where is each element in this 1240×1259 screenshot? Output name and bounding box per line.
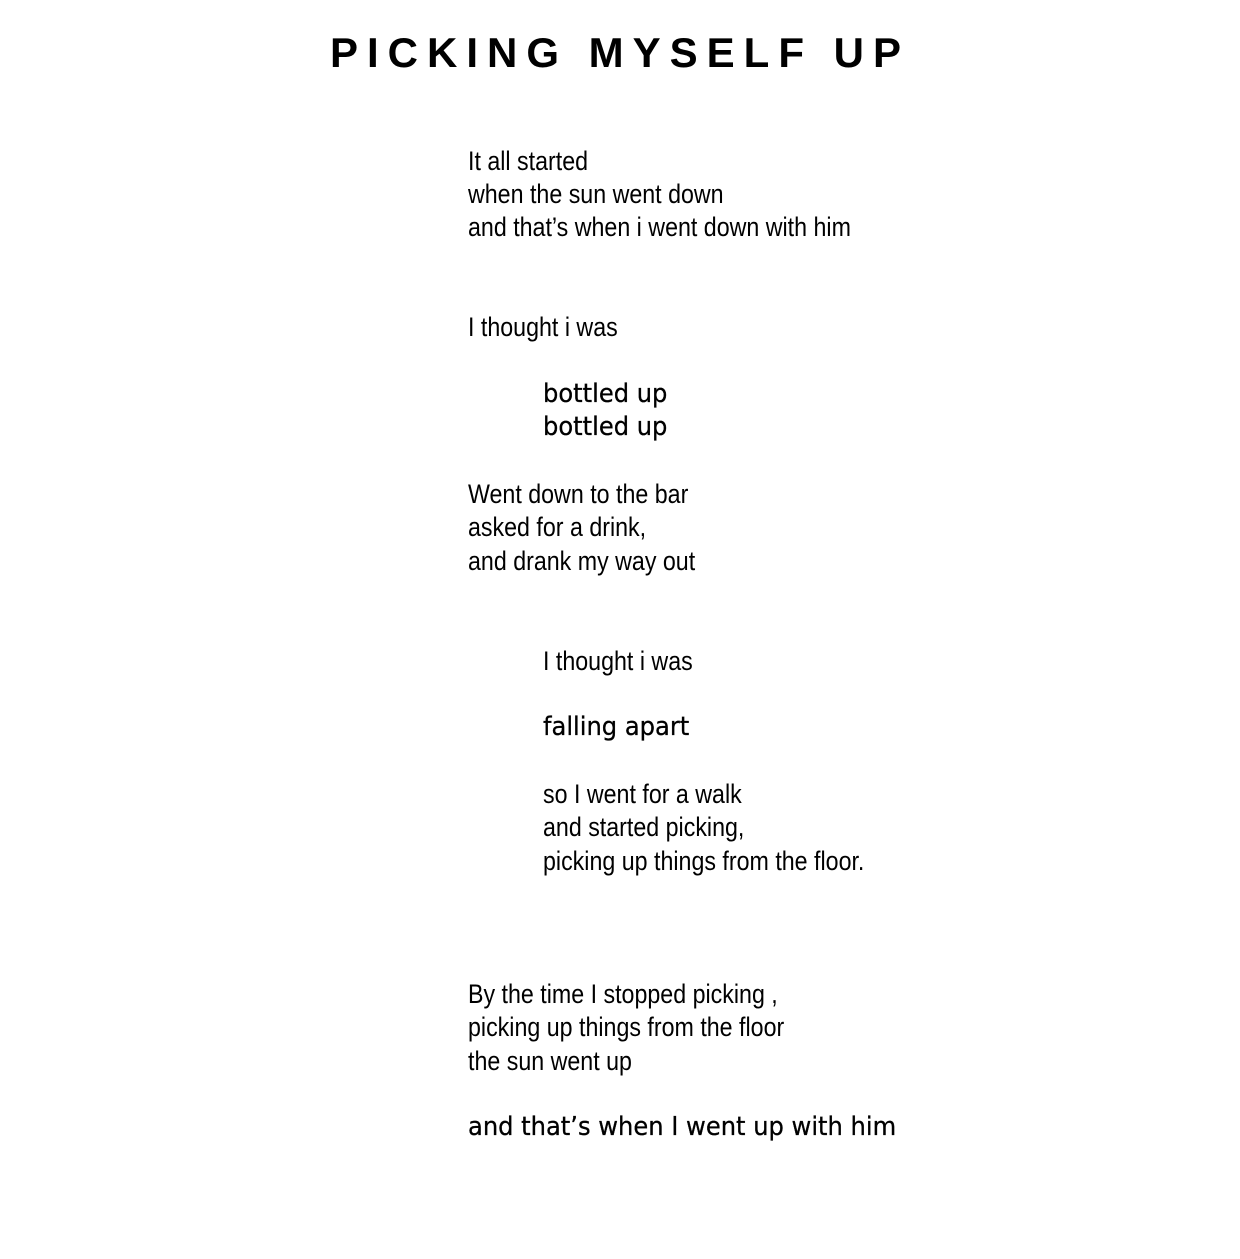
poem-line: It all started: [468, 146, 589, 176]
poem-line: I thought i was: [543, 646, 693, 676]
poem-line: I thought i was: [468, 312, 618, 342]
poem-line: and started picking,: [543, 812, 745, 842]
poem-title: PICKING MYSELF UP: [329, 29, 911, 76]
poem-line: picking up things from the floor: [468, 1012, 785, 1042]
poem-line: picking up things from the floor.: [543, 846, 865, 876]
poem-line: and that’s when i went down with him: [468, 212, 851, 242]
poem-line: the sun went up: [468, 1046, 632, 1076]
poem-line-bold: bottled up: [543, 412, 668, 442]
poem-line: asked for a drink,: [468, 512, 647, 542]
poem-line: and drank my way out: [468, 546, 696, 576]
poem-line-bold: falling apart: [543, 712, 690, 742]
poem-line-bold: bottled up: [543, 379, 668, 409]
poem-line: when the sun went down: [468, 179, 724, 209]
poem-line: By the time I stopped picking ,: [468, 979, 778, 1009]
poem-line: so I went for a walk: [543, 779, 742, 809]
poem-line: Went down to the bar: [468, 479, 689, 509]
poem-line-bold: and that’s when I went up with him: [468, 1112, 897, 1142]
